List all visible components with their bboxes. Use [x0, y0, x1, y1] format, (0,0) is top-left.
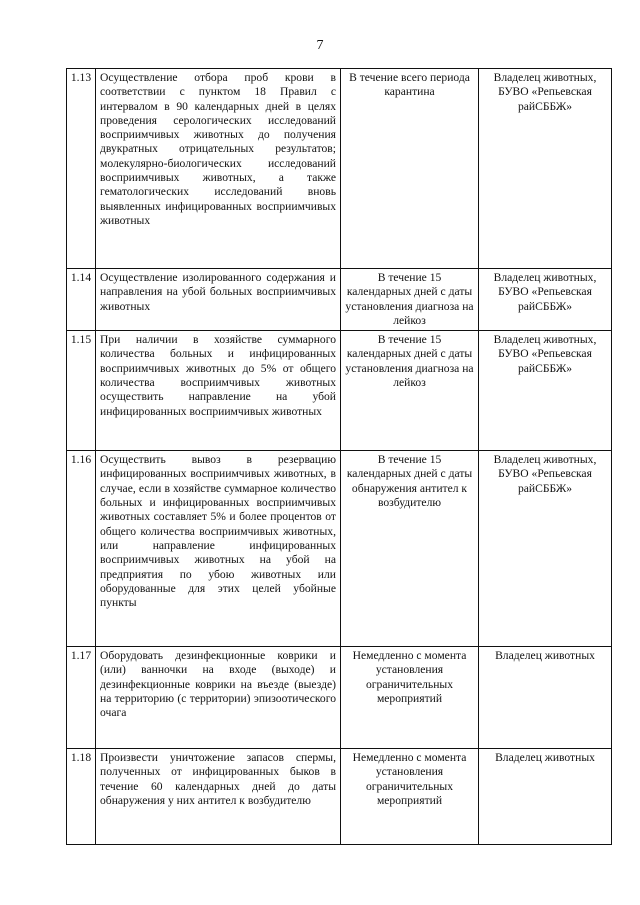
measures-table — [66, 68, 612, 845]
responsible-cell: Владелец животных, БУВО «Репьевская райСББЖ» — [479, 331, 612, 451]
action-cell: Осуществить вывоз в резервацию инфицированных восприимчивых животных, в случае, если в хозяйстве суммарное количество больных и инфицированных восприимчивых животных составляет 5% и более процентов от общего количества восприимчивых животных, или направление инфицированных восприимчивых животных на убой на предприятия по убою животных или оборудованные для этих целей убойные пункты — [96, 451, 341, 647]
responsible-cell: Владелец животных — [479, 749, 612, 845]
row-number: 1.14 — [67, 269, 96, 331]
table-row — [67, 749, 612, 845]
page-number: 7 — [316, 38, 324, 53]
action-cell: При наличии в хозяйстве суммарного количества больных и инфицированных восприимчивых животных до 5% от общего количества восприимчивых животных осуществить направление на убой инфицированных восприимчивых животных — [96, 331, 341, 451]
term-cell: В течение всего периода карантина — [341, 69, 479, 269]
term-cell: В течение 15 календарных дней с даты установления диагноза на лейкоз — [341, 331, 479, 451]
table-row — [67, 331, 612, 451]
term-cell: В течение 15 календарных дней с даты обнаружения антител к возбудителю — [341, 451, 479, 647]
table-row — [67, 269, 612, 331]
row-number: 1.17 — [67, 647, 96, 749]
action-cell: Произвести уничтожение запасов спермы, полученных от инфицированных быков в течение 60 календарных дней до даты обнаружения у них антител к возбудителю — [96, 749, 341, 845]
action-cell: Оборудовать дезинфекционные коврики и (или) ванночки на входе (выходе) и дезинфекционные коврики на въезде (выезде) на территорию (с территории) эпизоотического очага — [96, 647, 341, 749]
table-row — [67, 69, 612, 269]
row-number: 1.13 — [67, 69, 96, 269]
responsible-cell: Владелец животных — [479, 647, 612, 749]
table-row — [67, 647, 612, 749]
table-row — [67, 451, 612, 647]
action-cell: Осуществление изолированного содержания и направления на убой больных восприимчивых животных — [96, 269, 341, 331]
responsible-cell: Владелец животных, БУВО «Репьевская райСББЖ» — [479, 451, 612, 647]
term-cell: Немедленно с момента установления ограничительных мероприятий — [341, 749, 479, 845]
action-cell: Осуществление отбора проб крови в соответствии с пунктом 18 Правил с интервалом в 90 календарных дней в целях проведения серологических исследований восприимчивых животных до получения двукратных отрицательных результатов; молекулярно-биологических исследований восприимчивых животных, а также гематологических исследований вновь выявленных инфицированных восприимчивых животных — [96, 69, 341, 269]
responsible-cell: Владелец животных, БУВО «Репьевская райСББЖ» — [479, 269, 612, 331]
row-number: 1.18 — [67, 749, 96, 845]
row-number: 1.16 — [67, 451, 96, 647]
responsible-cell: Владелец животных, БУВО «Репьевская райСББЖ» — [479, 69, 612, 269]
term-cell: В течение 15 календарных дней с даты установления диагноза на лейкоз — [341, 269, 479, 331]
row-number: 1.15 — [67, 331, 96, 451]
term-cell: Немедленно с момента установления ограничительных мероприятий — [341, 647, 479, 749]
